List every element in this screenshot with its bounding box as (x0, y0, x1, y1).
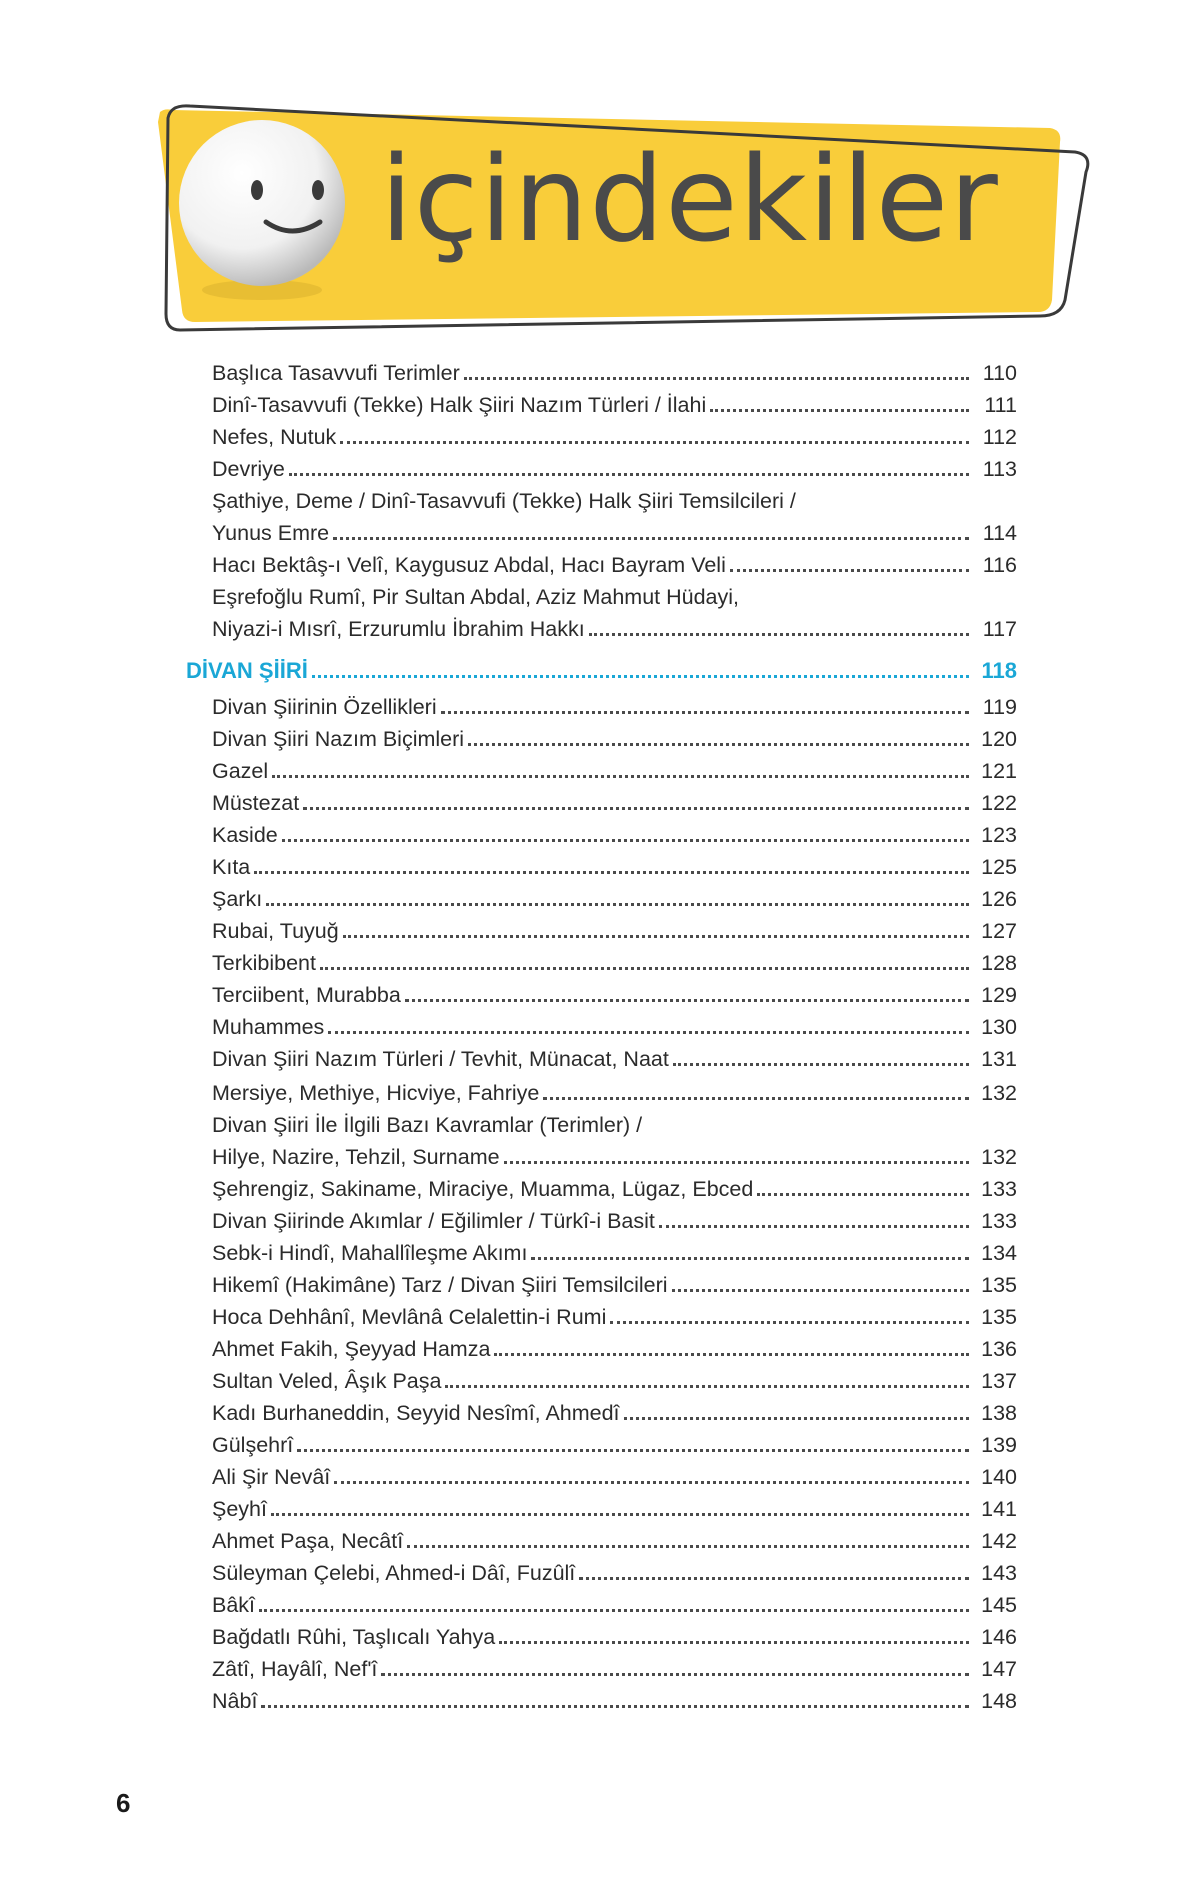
toc-entry-page-number: 133 (981, 1177, 1017, 1201)
dot-leader (499, 1641, 969, 1644)
toc-section-heading[interactable] (186, 656, 1017, 686)
toc-entry-title: Divan Şiirinde Akımlar / Eğilimler / Türkî-i Basit (212, 1209, 655, 1233)
toc-entry-page-number: 143 (981, 1561, 1017, 1585)
dot-leader (730, 569, 969, 572)
dot-leader (328, 1031, 969, 1034)
dot-leader (468, 743, 969, 746)
toc-entry[interactable] (212, 916, 1017, 946)
toc-entry-title: Kaside (212, 823, 278, 847)
toc-entry-title: Şehrengiz, Sakiname, Miraciye, Muamma, Lügaz, Ebced (212, 1177, 754, 1201)
toc-entry-title: Müstezat (212, 791, 300, 815)
toc-entry[interactable] (212, 518, 1017, 548)
toc-entry-title: Ahmet Paşa, Necâtî (212, 1529, 404, 1553)
toc-entry[interactable] (212, 1302, 1017, 1332)
toc-entry[interactable] (212, 422, 1017, 452)
dot-leader (272, 775, 969, 778)
toc-entry-title: Başlıca Tasavvufi Terimler (212, 361, 460, 385)
toc-entry-title: Terciibent, Murabba (212, 983, 401, 1007)
toc-entry[interactable] (212, 1334, 1017, 1364)
toc-entry-page-number: 116 (982, 553, 1017, 577)
toc-entry[interactable] (212, 692, 1017, 722)
toc-entry[interactable] (212, 980, 1017, 1010)
dot-leader (254, 871, 969, 874)
dot-leader (659, 1225, 969, 1228)
dot-leader (261, 1705, 969, 1708)
toc-entry-title: Rubai, Tuyuğ (212, 919, 339, 943)
toc-entry[interactable] (212, 1044, 1017, 1074)
toc-entry-title: Hikemî (Hakimâne) Tarz / Divan Şiiri Temsilcileri (212, 1273, 668, 1297)
dot-leader (757, 1193, 969, 1196)
toc-entry[interactable] (212, 948, 1017, 978)
toc-entry-page-number: 127 (981, 919, 1017, 943)
toc-entry-title: Şeyhî (212, 1497, 267, 1521)
toc-entry-page-number: 140 (981, 1465, 1017, 1489)
toc-entry-page-number: 125 (981, 855, 1017, 879)
toc-entry[interactable] (212, 486, 1017, 516)
toc-entry-title: Kıta (212, 855, 251, 879)
page-number: 6 (116, 1788, 131, 1818)
dot-leader (381, 1673, 969, 1676)
toc-entry-title: Nâbî (212, 1689, 258, 1713)
toc-entry[interactable] (212, 852, 1017, 882)
toc-entry-title: Niyazi-i Mısrî, Erzurumlu İbrahim Hakkı (212, 617, 585, 641)
toc-entry-page-number: 112 (982, 425, 1017, 449)
dot-leader (589, 633, 969, 636)
toc-entry-page-number: 126 (981, 887, 1017, 911)
dot-leader (464, 377, 969, 380)
toc-entry-page-number: 139 (981, 1433, 1017, 1457)
toc-entry-page-number: 110 (982, 361, 1017, 385)
toc-entry[interactable] (212, 614, 1017, 644)
toc-entry-title: Gülşehrî (212, 1433, 294, 1457)
toc-entry-title: Nefes, Nutuk (212, 425, 337, 449)
toc-entry[interactable] (212, 1622, 1017, 1652)
toc-entry-title: Divan Şiiri Nazım Biçimleri (212, 727, 465, 751)
toc-entry-page-number: 135 (981, 1305, 1017, 1329)
toc-entry-page-number: 138 (981, 1401, 1017, 1425)
toc-entry-title: Eşrefoğlu Rumî, Pir Sultan Abdal, Aziz Mahmut Hüdayi, (212, 585, 739, 609)
toc-entry-page-number: 148 (981, 1689, 1017, 1713)
toc-entry-page-number: 117 (982, 617, 1017, 641)
toc-entry[interactable] (212, 1078, 1017, 1108)
toc-entry-title: Muhammes (212, 1015, 325, 1039)
toc-entry-title: Ahmet Fakih, Şeyyad Hamza (212, 1337, 491, 1361)
toc-entry-page-number: 111 (984, 393, 1017, 417)
toc-entry[interactable] (212, 1366, 1017, 1396)
toc-entry-page-number: 118 (981, 658, 1017, 683)
toc-entry-page-number: 122 (981, 791, 1017, 815)
dot-leader (672, 1289, 969, 1292)
toc-entry[interactable] (212, 1462, 1017, 1492)
toc-entry-title: Hoca Dehhânî, Mevlânâ Celalettin-i Rumi (212, 1305, 607, 1329)
toc-entry[interactable] (212, 1012, 1017, 1042)
toc-entry[interactable] (212, 724, 1017, 754)
toc-entry-page-number: 121 (981, 759, 1017, 783)
dot-leader (579, 1577, 969, 1580)
dot-leader (494, 1353, 969, 1356)
toc-entry-page-number: 130 (981, 1015, 1017, 1039)
toc-entry-page-number: 141 (981, 1497, 1017, 1521)
toc-entry-title: Dinî-Tasavvufi (Tekke) Halk Şiiri Nazım Türleri / İlahi (212, 393, 707, 417)
dot-leader (543, 1097, 969, 1100)
toc-entry[interactable] (212, 1270, 1017, 1300)
dot-leader (504, 1161, 969, 1164)
dot-leader (303, 807, 969, 810)
dot-leader (271, 1513, 969, 1516)
toc-entry[interactable] (212, 1558, 1017, 1588)
dot-leader (710, 409, 969, 412)
toc-entry[interactable] (212, 1238, 1017, 1268)
toc-entry[interactable] (212, 1590, 1017, 1620)
title-banner (0, 0, 1200, 360)
toc-entry-page-number: 132 (981, 1145, 1017, 1169)
toc-entry-page-number: 128 (981, 951, 1017, 975)
toc-entry-title: Divan Şiiri İle İlgili Bazı Kavramlar (Terimler) / (212, 1113, 643, 1137)
toc-entry-page-number: 137 (981, 1369, 1017, 1393)
toc-entry-title: Hilye, Nazire, Tehzil, Surname (212, 1145, 500, 1169)
toc-entry-page-number: 123 (981, 823, 1017, 847)
toc-entry-title: Kadı Burhaneddin, Seyyid Nesîmî, Ahmedî (212, 1401, 620, 1425)
toc-entry[interactable] (212, 1430, 1017, 1460)
toc-entry-page-number: 113 (982, 457, 1017, 481)
dot-leader (673, 1063, 969, 1066)
dot-leader (266, 903, 969, 906)
dot-leader (445, 1385, 969, 1388)
dot-leader (297, 1449, 969, 1452)
toc-entry-page-number: 133 (981, 1209, 1017, 1233)
toc-entry-title: Divan Şiirinin Özellikleri (212, 695, 437, 719)
toc-entry-title: Ali Şir Nevâî (212, 1465, 331, 1489)
toc-entry-page-number: 142 (981, 1529, 1017, 1553)
dot-leader (340, 441, 969, 444)
toc-entry[interactable] (212, 788, 1017, 818)
toc-entry-page-number: 119 (982, 695, 1017, 719)
dot-leader (531, 1257, 969, 1260)
dot-leader (320, 967, 969, 970)
toc-entry-title: Sebk-i Hindî, Mahallîleşme Akımı (212, 1241, 528, 1265)
dot-leader (407, 1545, 969, 1548)
toc-entry-title: Zâtî, Hayâlî, Nef'î (212, 1657, 378, 1681)
toc-entry-title: Şathiye, Deme / Dinî-Tasavvufi (Tekke) Halk Şiiri Temsilcileri / (212, 489, 796, 513)
dot-leader (282, 839, 969, 842)
toc-entry-title: Terkibibent (212, 951, 316, 975)
toc-entry-title: Sultan Veled, Âşık Paşa (212, 1369, 442, 1393)
toc-entry[interactable] (212, 1142, 1017, 1172)
page-title: içindekiler (380, 130, 999, 268)
toc-entry-title: DİVAN ŞİİRİ (186, 658, 308, 683)
toc-entry[interactable] (212, 1654, 1017, 1684)
toc-entry-page-number: 129 (981, 983, 1017, 1007)
toc-entry-page-number: 135 (981, 1273, 1017, 1297)
toc-entry-title: Süleyman Çelebi, Ahmed-i Dâî, Fuzûlî (212, 1561, 576, 1585)
dot-leader (610, 1321, 969, 1324)
toc-entry-page-number: 114 (982, 521, 1017, 545)
toc-entry-title: Gazel (212, 759, 269, 783)
dot-leader (624, 1417, 969, 1420)
toc-entry[interactable] (212, 1494, 1017, 1524)
dot-leader (334, 1481, 969, 1484)
toc-entry-title: Hacı Bektâş-ı Velî, Kaygusuz Abdal, Hacı Bayram Veli (212, 553, 726, 577)
toc-entry[interactable] (212, 1398, 1017, 1428)
dot-leader (289, 473, 969, 476)
toc-entry-page-number: 145 (981, 1593, 1017, 1617)
toc-entry-page-number: 134 (981, 1241, 1017, 1265)
toc-entry[interactable] (212, 884, 1017, 914)
toc-entry-page-number: 132 (981, 1081, 1017, 1105)
toc-entry[interactable] (212, 1110, 1017, 1140)
dot-leader (259, 1609, 969, 1612)
toc-entry[interactable] (212, 820, 1017, 850)
toc-entry[interactable] (212, 390, 1017, 420)
toc-entry-title: Mersiye, Methiye, Hicviye, Fahriye (212, 1081, 540, 1105)
dot-leader (333, 537, 969, 540)
toc-entry-title: Devriye (212, 457, 285, 481)
toc-entry-title: Bağdatlı Rûhi, Taşlıcalı Yahya (212, 1625, 496, 1649)
toc-entry-title: Yunus Emre (212, 521, 330, 545)
toc-entry[interactable] (212, 756, 1017, 786)
toc-entry[interactable] (212, 1174, 1017, 1204)
toc-entry[interactable] (212, 582, 1017, 612)
toc-entry-page-number: 120 (981, 727, 1017, 751)
toc-entry[interactable] (212, 550, 1017, 580)
dot-leader (312, 675, 969, 678)
toc-entry-page-number: 147 (981, 1657, 1017, 1681)
toc-entry[interactable] (212, 358, 1017, 388)
toc-entry-title: Şarkı (212, 887, 263, 911)
toc-entry-page-number: 131 (981, 1047, 1017, 1071)
dot-leader (343, 935, 969, 938)
toc-entry-page-number: 146 (981, 1625, 1017, 1649)
dot-leader (405, 999, 969, 1002)
toc-entry[interactable] (212, 454, 1017, 484)
toc-entry-title: Divan Şiiri Nazım Türleri / Tevhit, Münacat, Naat (212, 1047, 669, 1071)
toc-entry-page-number: 136 (981, 1337, 1017, 1361)
toc-entry[interactable] (212, 1526, 1017, 1556)
toc-entry[interactable] (212, 1686, 1017, 1716)
toc-entry-title: Bâkî (212, 1593, 256, 1617)
dot-leader (441, 711, 969, 714)
toc-entry[interactable] (212, 1206, 1017, 1236)
